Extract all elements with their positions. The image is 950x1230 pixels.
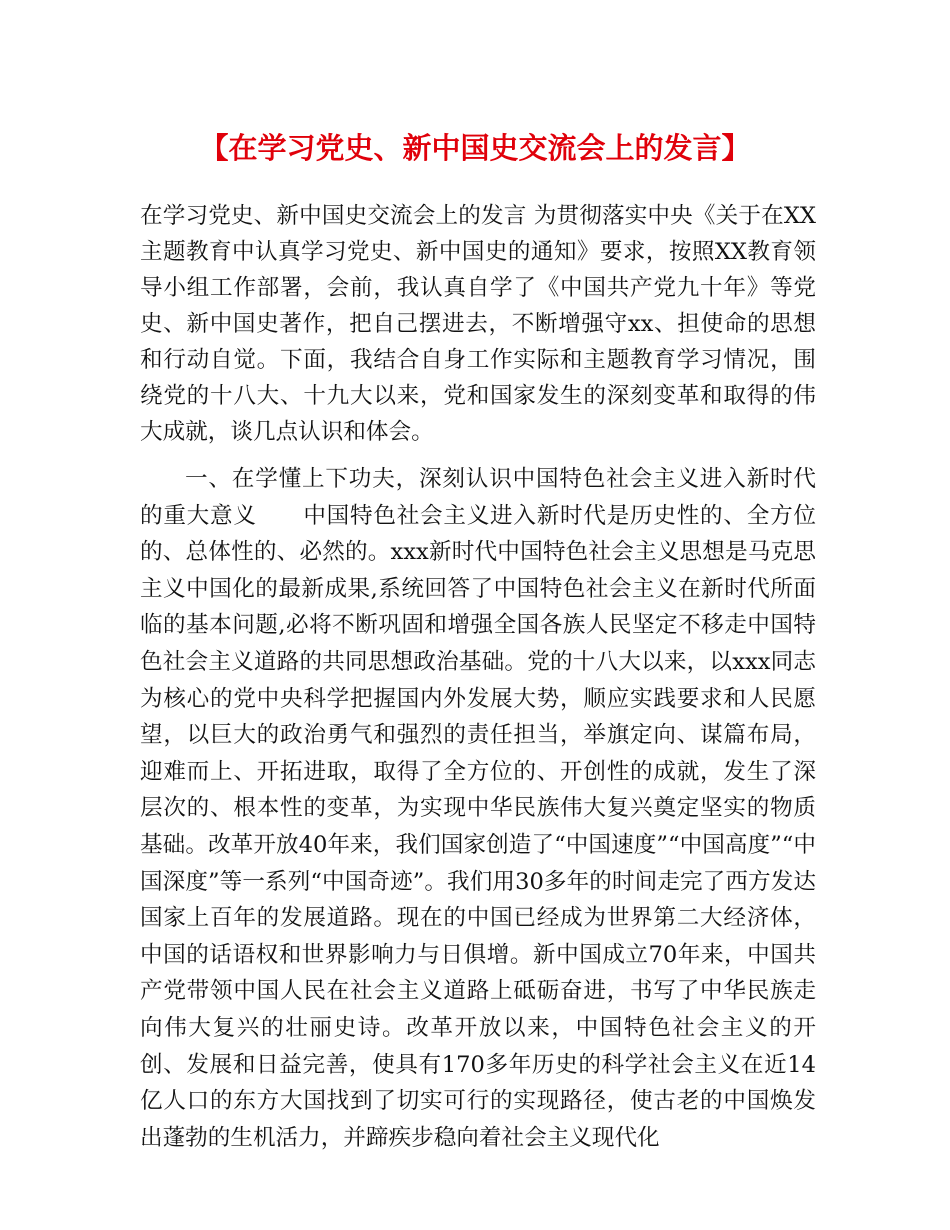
document-title: 【在学习党史、新中国史交流会上的发言】 [199, 131, 751, 165]
paragraph-section-one [140, 461, 816, 1156]
paragraph-intro [140, 198, 816, 450]
paragraph-text: 在学习党史、新中国史交流会上的发言 为贯彻落实中央《关于在XX主题教育中认真学习党史、新中国史的通知》要求，按照XX教育领导小组工作部署，会前，我认真自学了《中国共产党九十年》等党史、新中国史著作，把自己摆进去，不断增强守xx、担使命的思想和行动自觉。下面，我结合自身工作实际和主题教育学习情况，围绕党的十八大、十九大以来，党和国家发生的深刻变革和取得的伟大成就，谈几点认识和体会。 [140, 203, 816, 445]
paragraph-text: 一、在学懂上下功夫，深刻认识中国特色社会主义进入新时代的重大意义 中国特色社会主义进入新时代是历史性的、全方位的、总体性的、必然的。xxx新时代中国特色社会主义思想是马克思主义中国化的最新成果,系统回答了中国特色社会主义在新时代所面临的基本问题,必将不断巩固和增强全国各族人民坚定不移走中国特色社会主义道路的共同思想政治基础。党的十八大以来，以xxx同志为核心的党中央科学把握国内外发展大势，顺应实践要求和人民愿望，以巨大的政治勇气和强烈的责任担当，举旗定向、谋篇布局，迎难而上、开拓进取，取得了全方位的、开创性的成就，发生了深层次的、根本性的变革，为实现中华民族伟大复兴奠定坚实的物质基础。改革开放40年来，我们国家创造了“中国速度”“中国高度”“中国深度”等一系列“中国奇迹”。我们用30多年的时间走完了西方发达国家上百年的发展道路。现在的中国已经成为世界第二大经济体，中国的话语权和世界影响力与日俱增。新中国成立70年来，中国共产党带领中国人民在社会主义道路上砥砺奋进，书写了中华民族走向伟大复兴的壮丽史诗。改革开放以来，中国特色社会主义的开创、发展和日益完善，使具有170多年历史的科学社会主义在近14亿人口的东方大国找到了切实可行的实现路径，使古老的中国焕发出蓬勃的生机活力，并蹄疾步稳向着社会主义现代化 [140, 466, 816, 1151]
